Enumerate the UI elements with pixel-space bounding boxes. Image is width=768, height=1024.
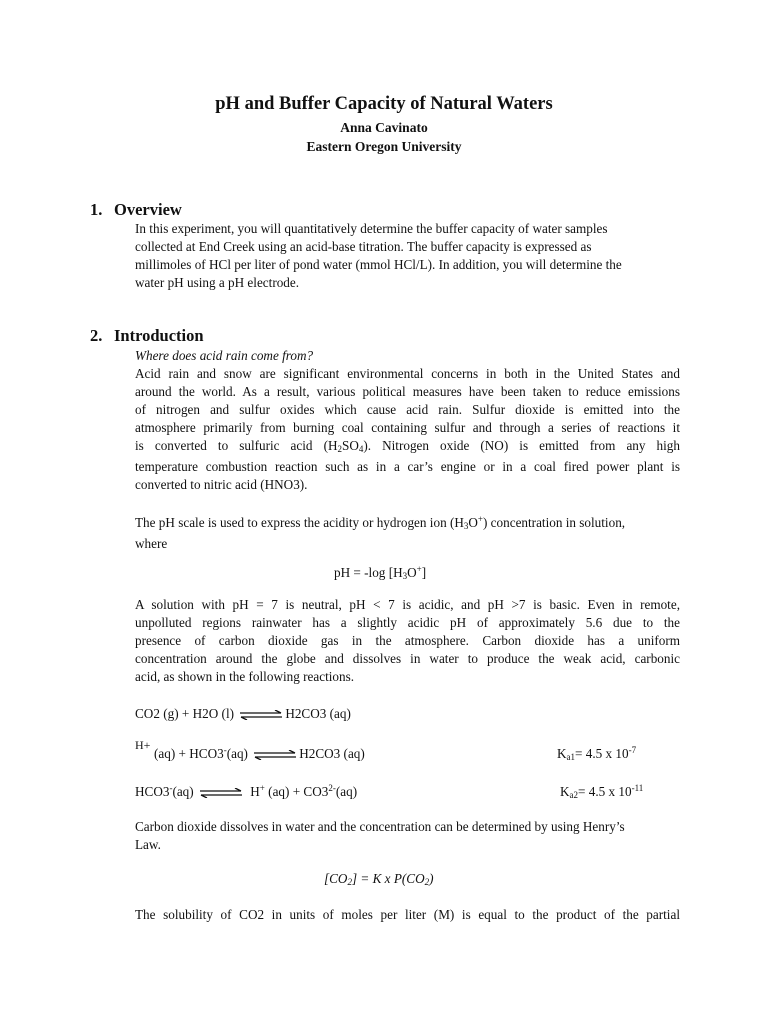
overview-paragraph <box>135 220 680 292</box>
text-line: In this experiment, you will quantitatively determine the buffer capacity of water samples <box>135 221 608 236</box>
text-line: atmosphere primarily from burning coal containing sulfur and through a series of reactions it <box>135 420 680 435</box>
author-affiliation: Eastern Oregon University <box>306 139 462 154</box>
reaction-1: CO2 (g) + H2O (l) H2CO3 (aq) <box>135 706 351 721</box>
section-number: 2. <box>90 326 103 345</box>
author-name: Anna Cavinato <box>340 120 428 135</box>
text-line: temperature combustion reaction such as in a car’s engine or in a coal fired power plant is <box>135 459 680 474</box>
intro-paragraph-5: The solubility of CO2 in units of moles per liter (M) is equal to the product of the partial <box>135 907 680 922</box>
intro-paragraph-3 <box>135 596 680 686</box>
intro-paragraph-1 <box>135 365 680 494</box>
intro-paragraph-4 <box>135 818 680 854</box>
section-title: Introduction <box>114 326 204 345</box>
ph-equation: pH = -log $[H_3O^+]$ <box>334 564 427 581</box>
equilibrium-constant-ka1: $K_{a1}= 4.5$ x $10^{-7}$ <box>557 745 637 762</box>
text-line: where <box>135 536 168 551</box>
text-line: converted to nitric acid (HNO3). <box>135 477 308 492</box>
section-title: Overview <box>114 200 182 219</box>
section-heading-introduction <box>90 326 204 346</box>
text-line: of nitrogen and sulfur oxides which cause acid rain. Sulfur dioxide is emitted into the <box>135 402 680 417</box>
equilibrium-constant-ka2: $K_{a2}= 4.5$ x $10^{-11}$ <box>560 783 644 800</box>
document-title: pH and Buffer Capacity of Natural Waters <box>215 94 553 114</box>
text-line: A solution with pH = 7 is neutral, pH < 7 is acidic, and pH >7 is basic. Even in remote, <box>135 597 680 612</box>
text-line: The pH scale is used to express the acidity or hydrogen ion $(H_3O^+)$ concentration in solution, <box>135 514 626 531</box>
equilibrium-arrow-icon <box>199 788 243 798</box>
text-line: is converted to sulfuric acid $(H_2SO_4)$. Nitrogen oxide (NO) is emitted from any high <box>135 438 680 454</box>
reaction-2-hplus: H+ <box>135 738 151 752</box>
intro-subheading: Where does acid rain come from? <box>135 348 314 363</box>
text-line: water pH using a pH electrode. <box>135 275 300 290</box>
text-line: Law. <box>135 837 161 852</box>
text-line: acid, as shown in the following reactions. <box>135 669 355 684</box>
reaction-2: (aq) + HCO3-(aq) H2CO3 (aq) <box>154 745 365 761</box>
text-line: unpolluted regions rainwater has a slightly acidic pH of approximately 5.6 due to the <box>135 615 680 630</box>
text-line: Carbon dioxide dissolves in water and the concentration can be determined by using Henry’s <box>135 819 625 834</box>
text-line: presence of carbon dioxide gas in the atmosphere. Carbon dioxide has a uniform <box>135 633 680 648</box>
reaction-3: HCO3-(aq) H+ $(aq) + CO3^{2-}(aq)$ <box>135 783 358 799</box>
text-line: concentration around the globe and dissolves in water to produce the weak acid, carbonic <box>135 651 680 666</box>
intro-paragraph-2 <box>135 510 680 553</box>
text-line: millimoles of HCl per liter of pond water (mmol HCl/L). In addition, you will determine the <box>135 257 622 272</box>
section-number: 1. <box>90 200 103 219</box>
text-line: Acid rain and snow are significant environmental concerns in both in the United States and <box>135 366 680 381</box>
equilibrium-arrow-icon <box>239 710 283 720</box>
henrys-law-equation: $[CO_2] = K$ x $P(CO_2)$ <box>324 871 434 887</box>
equilibrium-arrow-icon <box>253 750 297 760</box>
text-line: collected at End Creek using an acid-base titration. The buffer capacity is expressed as <box>135 239 592 254</box>
section-heading-overview <box>90 200 182 220</box>
text-line: around the world. As a result, various political measures have been taken to reduce emissions <box>135 384 680 399</box>
